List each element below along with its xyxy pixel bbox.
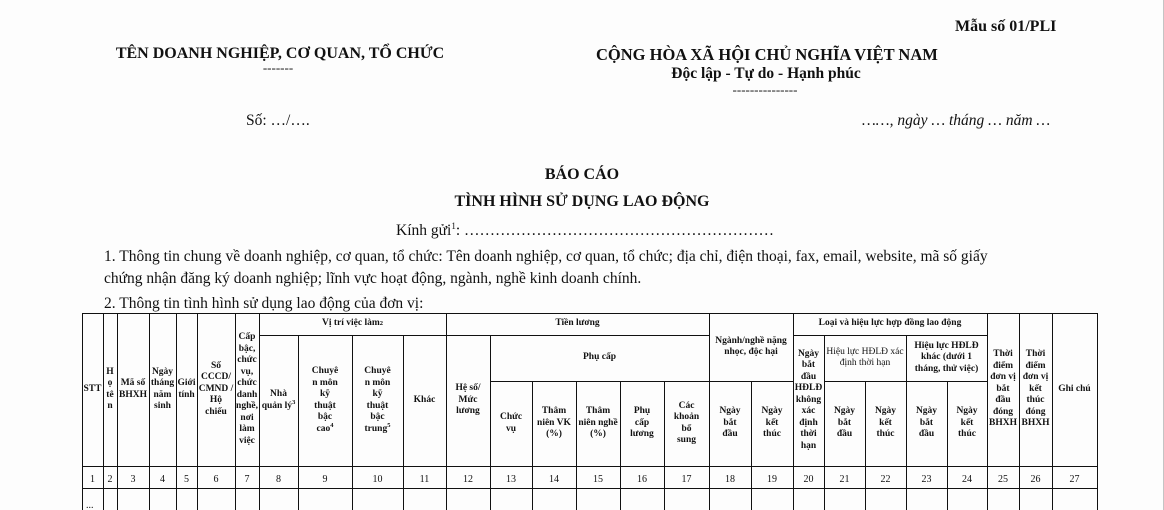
col-header-salary-allowance: Phụ cấp lương (630, 406, 654, 440)
group-header-contract: Loại và hiệu lực hợp đồng lao động (818, 318, 962, 329)
motto-rule: --------------- (732, 82, 798, 97)
column-number: 26 (1030, 474, 1041, 486)
footnote-marker: 4 (330, 421, 334, 429)
section-1-line-1: 1. Thông tin chung về doanh nghiệp, cơ quan, tổ chức: Tên doanh nghiệp, cơ quan, tổ chức; địa chỉ, điện thoại, fax, email, website, mã số giấy (104, 248, 988, 265)
section-2-heading: 2. Thông tin tình hình sử dụng lao động của đơn vị: (104, 295, 424, 312)
column-number: 18 (725, 474, 735, 486)
footnote-marker: 3 (292, 398, 296, 406)
col-header-high-tech (298, 335, 352, 466)
document-number: Số: …/…. (246, 112, 310, 129)
group-header-fixed-term: Hiệu lực HĐLĐ xác định thời hạn (826, 346, 904, 368)
col-header-seniority-vk: Thâm niên VK (%) (537, 406, 571, 440)
column-number: 4 (160, 474, 165, 486)
col-header-date-of-birth: Ngày tháng năm sinh (150, 366, 175, 411)
table-border (1097, 313, 1098, 510)
col-header-insurance-end: Thời điểm đơn vị kết thúc đóng BHXH (1021, 349, 1050, 429)
column-number: 23 (921, 474, 932, 486)
column-number: 14 (549, 474, 559, 486)
column-number: 24 (962, 474, 972, 486)
col-header-stt: STT (83, 383, 102, 394)
group-header-salary: Tiền lương (555, 318, 600, 329)
data-row-placeholder: ... (86, 500, 94, 510)
column-number: 27 (1069, 474, 1080, 486)
column-number: 17 (681, 474, 692, 486)
column-number: 12 (463, 474, 473, 486)
column-number: 21 (839, 474, 850, 486)
footnote-marker: 1 (451, 221, 456, 231)
col-header-notes: Ghi chú (1058, 383, 1091, 394)
national-motto: Độc lập - Tự do - Hạnh phúc (671, 65, 861, 82)
form-code: Mẫu số 01/PLI (955, 18, 1057, 35)
col-header-full-name: Họ tên (106, 366, 114, 411)
column-number: 13 (506, 474, 516, 486)
col-header-manager (259, 335, 298, 466)
group-header-other-term: Hiệu lực HĐLĐ khác (dưới 1 tháng, thử việc) (914, 340, 979, 374)
col-header-position-allowance: Chức vụ (499, 412, 523, 434)
column-number: 25 (998, 474, 1008, 486)
col-header-other-start: Ngày bắt đầu (915, 406, 938, 440)
col-header-gender: Giới tính (177, 378, 196, 400)
col-header-mid-tech (352, 335, 403, 466)
report-subtitle: TÌNH HÌNH SỬ DỤNG LAO ĐỘNG (454, 193, 710, 210)
column-number: 6 (213, 474, 219, 486)
column-number: 16 (637, 474, 647, 486)
col-header-fixed-start: Ngày bắt đầu (833, 406, 856, 440)
col-header-id-number: Số CCCD/ CMND / Hộ chiếu (198, 360, 234, 417)
col-header-fixed-end: Ngày kết thúc (874, 406, 897, 440)
col-header-salary-coefficient: Hệ số/ Mức lương (455, 383, 481, 417)
date-line: ……, ngày … tháng … năm … (862, 112, 1051, 129)
organization-rule: ------- (262, 60, 294, 75)
group-header-hazardous: Ngành/nghề nặng nhọc, độc hại (715, 335, 787, 357)
col-header-social-insurance-code: Mã số BHXH (119, 378, 147, 400)
recipient-line (396, 221, 774, 240)
column-number: 3 (130, 474, 136, 486)
col-header-hazard-start: Ngày bắt đầu (719, 406, 741, 440)
column-number: 7 (244, 474, 250, 486)
group-header-allowance: Phụ cấp (583, 352, 616, 363)
col-header-other-end: Ngày kết thúc (956, 406, 978, 440)
column-number: 15 (593, 474, 603, 486)
column-number: 10 (372, 474, 383, 486)
col-header-position-rank: Cấp bậc, chức vụ, chức danh nghề, nơi làm việc (236, 332, 258, 446)
organization-name: TÊN DOANH NGHIỆP, CƠ QUAN, TỔ CHỨC (115, 45, 445, 62)
national-title: CỘNG HÒA XÃ HỘI CHỦ NGHĨA VIỆT NAM (596, 45, 938, 64)
column-number: 9 (322, 474, 328, 486)
group-label: Vị trí việc làm (321, 318, 380, 329)
footnote-marker: 5 (387, 421, 391, 429)
col-label: Chuyên môn kỹ thuật bậc trung (364, 366, 391, 434)
column-number: 2 (107, 474, 113, 486)
col-header-hazard-end: Ngày kết thúc (761, 406, 783, 440)
column-number: 11 (419, 474, 430, 486)
col-header-other-position: Khác (413, 394, 436, 405)
col-header-indefinite-start: Ngày bắt đầu HĐLĐ không xác định thời hạn (794, 348, 823, 451)
column-number: 20 (803, 474, 814, 486)
col-header-insurance-start: Thời điểm đơn vị bắt đầu đóng BHXH (989, 349, 1017, 429)
col-header-supplementary: Các khoản bổ sung (673, 400, 700, 445)
column-number: 1 (90, 474, 95, 486)
column-number: 22 (880, 474, 891, 486)
recipient-label: Kính gửi (396, 222, 452, 240)
column-number: 5 (184, 474, 189, 486)
col-header-seniority-profession: Thâm niên nghề (%) (578, 406, 618, 440)
column-number: 19 (767, 474, 777, 486)
report-title: BÁO CÁO (544, 166, 620, 183)
col-label: Nhà quản lý (261, 389, 293, 411)
col-label: Chuyên môn kỹ thuật bậc cao (311, 366, 339, 434)
column-number: 8 (276, 474, 281, 486)
recipient-value: : …………………………………………………… (455, 222, 775, 240)
group-header-job-position: Vị trí việc làm 2 (321, 318, 384, 329)
section-1-line-2: chứng nhận đăng ký doanh nghiệp; lĩnh vực hoạt động, ngành, nghề kinh doanh chính. (104, 270, 642, 287)
